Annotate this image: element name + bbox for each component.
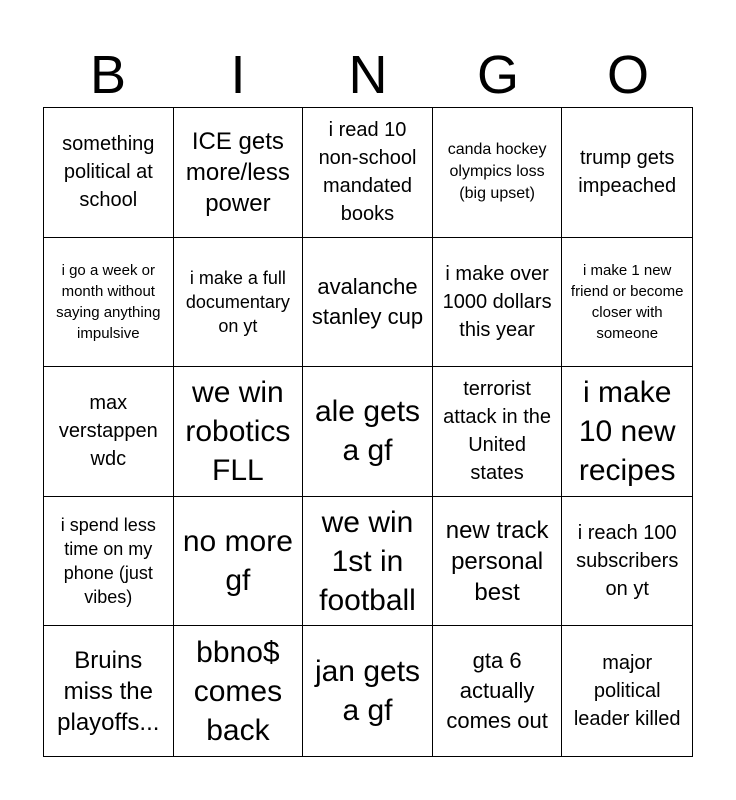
cell-text: i go a week or month without saying anything impulsive [56,261,161,342]
bingo-cell[interactable] [174,497,304,627]
cell-text: we win robotics FLL [185,375,291,487]
bingo-cell[interactable] [433,367,563,497]
cell-text: avalanche stanley cup [311,273,424,329]
cell-text: bbno$ comes back [193,635,283,747]
cell-text: i reach 100 subscribers on yt [576,522,679,601]
cell-text: canda hockey olympics loss (big upset) [447,141,547,203]
bingo-cell[interactable] [174,238,304,368]
cell-text: jan gets a gf [314,655,421,728]
header-letter-g: G [476,45,519,105]
bingo-cell[interactable] [303,497,433,627]
bingo-cell[interactable] [433,626,563,756]
cell-text: ICE gets more/less power [185,127,290,217]
bingo-cell[interactable] [433,108,563,238]
cell-text: i spend less time on my phone (just vibes) [60,515,156,608]
cell-text: trump gets impeached [578,147,677,198]
bingo-cell[interactable] [174,626,304,756]
bingo-cell[interactable] [303,367,433,497]
bingo-header [43,42,693,108]
bingo-cell[interactable] [44,497,174,627]
bingo-cell[interactable] [303,626,433,756]
bingo-board [43,107,693,757]
bingo-cell[interactable] [44,626,174,756]
bingo-cell[interactable] [44,367,174,497]
cell-text: something political at school [62,133,155,212]
bingo-cell[interactable] [174,367,304,497]
bingo-cell[interactable] [303,238,433,368]
header-letter-b: B [89,45,127,105]
bingo-cell[interactable] [174,108,304,238]
cell-text: i make 10 new recipes [578,375,676,487]
bingo-cell[interactable] [562,238,692,368]
cell-text: i make 1 new friend or become closer with someone [570,261,684,342]
cell-text: i make over 1000 dollars this year [442,262,552,341]
cell-text: no more gf [182,525,293,598]
bingo-cell[interactable] [44,238,174,368]
bingo-cell[interactable] [562,497,692,627]
bingo-cell[interactable] [44,108,174,238]
cell-text: ale gets a gf [314,395,421,468]
bingo-cell[interactable] [433,497,563,627]
cell-text: we win 1st in football [319,505,416,617]
bingo-cell[interactable] [433,238,563,368]
header-letter-n: N [348,45,388,105]
bingo-cell[interactable] [562,367,692,497]
cell-text: major political leader killed [573,652,681,731]
cell-text: max verstappen wdc [58,392,158,471]
header-letter-i: I [230,45,246,105]
cell-text: Bruins miss the playoffs... [57,646,160,736]
bingo-cell[interactable] [303,108,433,238]
cell-text: i make a full documentary on yt [185,267,290,336]
header-letter-o: O [606,45,649,105]
bingo-cell[interactable] [562,108,692,238]
bingo-cell[interactable] [562,626,692,756]
cell-text: gta 6 actually comes out [446,648,548,734]
cell-text: new track personal best [445,516,549,606]
cell-text: i read 10 non-school mandated books [318,119,417,226]
cell-text: terrorist attack in the United states [443,378,552,485]
